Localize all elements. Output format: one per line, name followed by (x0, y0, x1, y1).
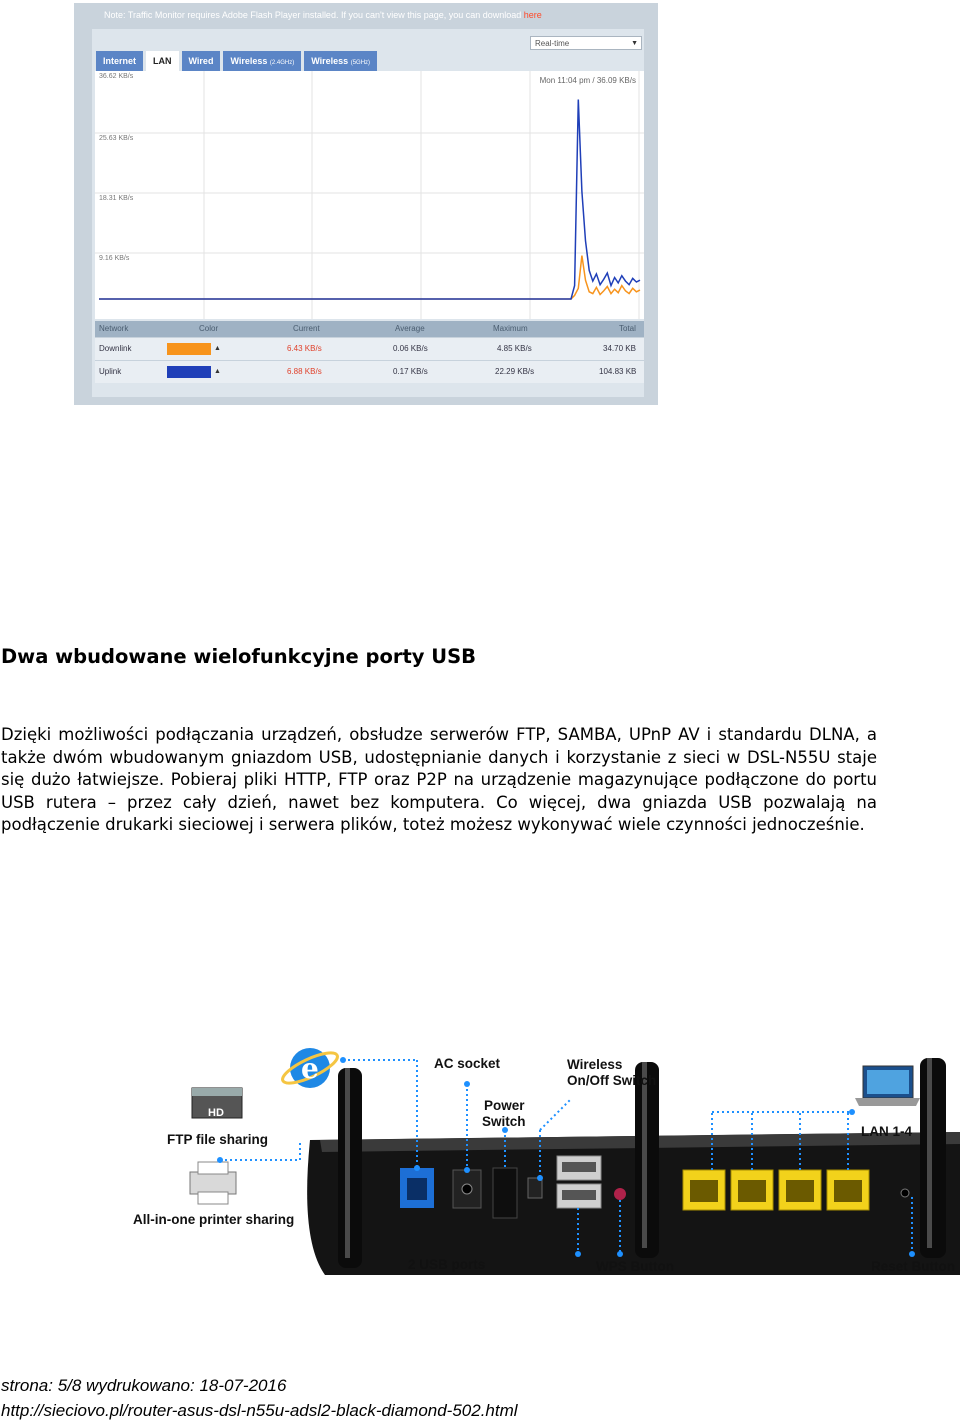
label-lan-ports: LAN 1-4 (861, 1124, 913, 1139)
table-row (95, 360, 644, 383)
power-switch (493, 1168, 517, 1218)
y-tick-label: 25.63 KB/s (99, 135, 134, 142)
table-row (95, 337, 644, 360)
series-line-uplink (99, 100, 640, 300)
router-illustration (120, 1040, 960, 1280)
label-wps-button: WPS Button (596, 1259, 674, 1274)
label-power-switch-1: Power (484, 1098, 525, 1113)
traffic-table (95, 321, 644, 397)
series-line-downlink (99, 256, 640, 299)
color-swatch[interactable] (167, 343, 211, 355)
col-network: Network (99, 324, 129, 333)
lan-port-hole (786, 1180, 814, 1202)
y-tick-label: 18.31 KB/s (99, 195, 134, 202)
antenna-highlight (927, 1058, 932, 1248)
row-current: 6.88 KB/s (287, 367, 322, 376)
arrow-up-icon: ▲ (214, 368, 221, 375)
traffic-monitor-screenshot (74, 3, 658, 405)
row-current: 6.43 KB/s (287, 344, 322, 353)
tab-internet[interactable]: Internet (96, 51, 143, 71)
tab-wireless-24ghz[interactable]: Wireless (2.4GHz) (223, 51, 301, 71)
router-back-panel-image (120, 1040, 960, 1280)
flash-download-link[interactable]: here (523, 10, 542, 20)
row-average: 0.06 KB/s (393, 344, 428, 353)
period-select-value: Real-time (535, 39, 570, 48)
internet-explorer-icon (279, 1047, 341, 1089)
antenna-highlight (345, 1068, 350, 1258)
traffic-table-header (95, 321, 644, 337)
svg-text:e: e (301, 1052, 319, 1085)
col-maximum: Maximum (493, 324, 528, 333)
row-network: Uplink (99, 367, 122, 376)
section-paragraph: Dzięki możliwości podłączania urządzeń, obsłudze serwerów FTP, SAMBA, UPnP AV i standardu DLNA, a także dwóm wbudowanym gniazdom USB, udostępnianie danych i korzystanie z sieci w DSL-N55U staje się dużo łatwiejsze. Pobieraj pliki HTTP, FTP oraz P2P na urządzenie magazynujące podłączone do portu USB rutera – przez cały dzień, nawet bez komputera. Co więcej, dwa gniazda USB pozwalają na podłączenie drukarki sieciowej i serwera plików, toteż możesz wykonywać wiele czynności jednocześnie. (1, 725, 877, 834)
label-wireless-switch-2: On/Off Switch (567, 1073, 657, 1088)
ac-socket-hole (462, 1184, 472, 1194)
chart-grid (95, 71, 644, 319)
col-current: Current (293, 324, 320, 333)
hd-badge: HD (208, 1107, 224, 1119)
arrow-up-icon: ▲ (214, 345, 221, 352)
tab-lan[interactable]: LAN (146, 51, 179, 71)
label-power-switch-2: Switch (482, 1114, 526, 1129)
label-wireless-switch-1: Wireless (567, 1057, 623, 1072)
chevron-down-icon: ▼ (631, 40, 638, 47)
label-ftp-sharing: FTP file sharing (167, 1132, 269, 1147)
label-usb-ports: 2 USB ports (408, 1257, 486, 1272)
usb-port-slot (562, 1190, 596, 1200)
y-tick-label: 9.16 KB/s (99, 255, 130, 262)
row-maximum: 4.85 KB/s (497, 344, 532, 353)
label-ac-socket: AC socket (434, 1056, 501, 1071)
traffic-tabs (96, 51, 377, 71)
col-average: Average (395, 324, 425, 333)
row-network: Downlink (99, 344, 132, 353)
printer-icon (190, 1162, 236, 1204)
color-swatch[interactable] (167, 366, 211, 378)
y-tick-label: 36.62 KB/s (99, 73, 134, 80)
label-reset-button: Reset Button (871, 1259, 955, 1274)
period-select[interactable] (530, 36, 642, 50)
col-total: Total (619, 324, 636, 333)
row-total: 34.70 KB (603, 344, 636, 353)
wireless-switch (528, 1178, 542, 1198)
antenna-highlight (642, 1062, 647, 1248)
wps-button (614, 1188, 626, 1200)
reset-button (901, 1189, 909, 1197)
lan-port-hole (690, 1180, 718, 1202)
flash-note-text: Note: Traffic Monitor requires Adobe Flash Player installed. If you can't view this page, you can download (104, 10, 524, 20)
row-average: 0.17 KB/s (393, 367, 428, 376)
section-heading: Dwa wbudowane wielofunkcyjne porty USB (1, 645, 477, 668)
tab-wired[interactable]: Wired (182, 51, 221, 71)
flash-note (74, 3, 658, 27)
traffic-monitor-panel (92, 29, 644, 397)
dsl-port-hole (407, 1178, 427, 1200)
usb-port-slot (562, 1162, 596, 1172)
traffic-chart-svg (95, 71, 644, 319)
footer-page-info: strona: 5/8 wydrukowano: 18-07-2016 (1, 1376, 287, 1395)
tab-wireless-5ghz[interactable]: Wireless (5GHz) (304, 51, 377, 71)
lan-port-hole (834, 1180, 862, 1202)
label-printer-sharing: All-in-one printer sharing (133, 1212, 295, 1227)
antenna (920, 1058, 946, 1258)
lan-port-hole (738, 1180, 766, 1202)
footer-url[interactable]: http://sieciovo.pl/router-asus-dsl-n55u-adsl2-black-diamond-502.html (1, 1401, 518, 1420)
chart-series (99, 100, 640, 300)
row-maximum: 22.29 KB/s (495, 367, 535, 376)
laptop-icon (855, 1066, 920, 1106)
row-total: 104.83 KB (599, 367, 637, 376)
col-color: Color (199, 324, 219, 333)
time-readout: Mon 11:04 pm / 36.09 KB/s (539, 76, 636, 85)
traffic-chart (95, 71, 644, 319)
